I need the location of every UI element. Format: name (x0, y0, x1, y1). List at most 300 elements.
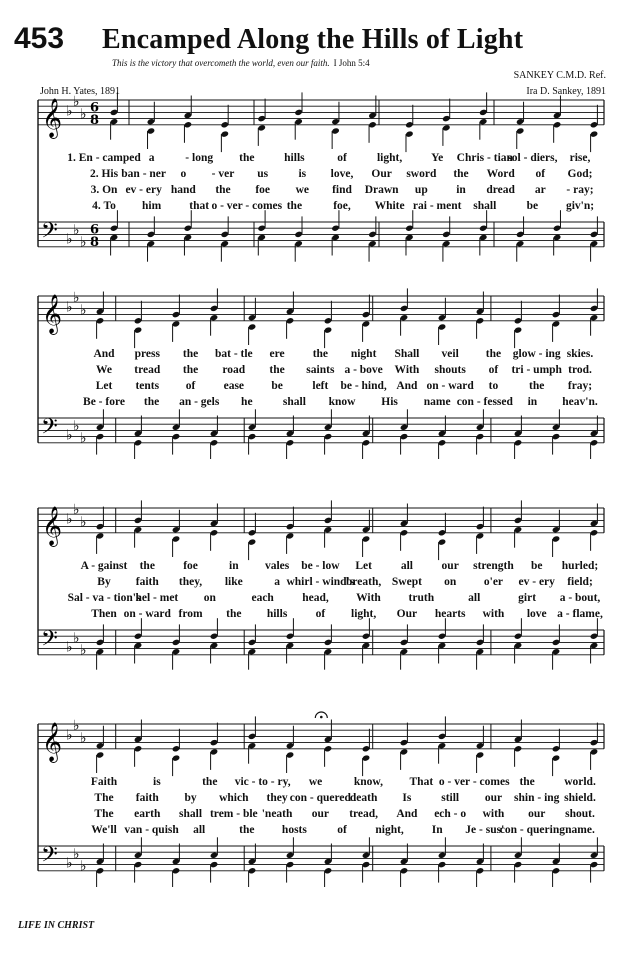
lyric-syllable: is (153, 776, 161, 788)
note-chord (552, 843, 561, 886)
note-chord (476, 507, 485, 554)
lyric-syllable: ech - o (434, 808, 467, 820)
lyric-syllable: be (271, 380, 283, 392)
note-chord (324, 843, 333, 886)
lyric-syllable: Let (355, 560, 372, 572)
lyric-syllable: Je - sus' (465, 824, 505, 836)
flat-icon: ♭ (73, 846, 80, 863)
lyric-syllable: ar (534, 184, 546, 196)
lyric-syllable: 3. On (90, 184, 118, 196)
lyric-syllable: tri - umph (511, 364, 562, 376)
lyric-syllable: be (526, 200, 539, 212)
treble-staff (38, 724, 604, 749)
note-chord (516, 102, 525, 149)
lyric-syllable: they (266, 792, 288, 804)
lyric-syllable: veil (441, 348, 459, 360)
note-chord (294, 92, 303, 139)
lyric-syllable: con - quering (499, 824, 565, 836)
lyric-syllable: tread, (349, 808, 379, 820)
bass-clef-icon: 𝄢 (41, 626, 58, 657)
note-chord (514, 719, 523, 766)
note-chord (324, 500, 333, 547)
lyric-syllable: name (423, 396, 451, 408)
lyric-syllable: by (184, 792, 197, 804)
note-chord (110, 92, 119, 139)
lyric-syllable: o - ver - comes (211, 200, 283, 212)
note-chord (210, 288, 219, 335)
lyric-syllable: By (97, 576, 111, 588)
note-chord (134, 500, 143, 547)
note-chord (514, 500, 523, 547)
note-chord (479, 92, 488, 139)
lyric-syllable: In (431, 824, 443, 836)
lyric-syllable: still (441, 792, 460, 804)
lyric-syllable: rai - ment (412, 200, 462, 212)
lyric-syllable: sword (406, 168, 437, 180)
note-chord (553, 95, 562, 142)
note-chord (362, 837, 371, 882)
lyric-syllable: him (142, 200, 162, 212)
lyric-syllable: Let (95, 380, 113, 392)
lyric-syllable: o (180, 168, 187, 180)
lyric-syllable: foe (255, 184, 270, 196)
lyric-syllable: the (239, 152, 255, 164)
lyric-line-verse-1 (0, 152, 640, 168)
lyric-syllable: shall (473, 200, 497, 212)
lyric-syllable: ev - ery (125, 184, 162, 196)
flat-icon: ♭ (66, 639, 73, 656)
note-chord (331, 210, 340, 255)
lyric-syllable: dread (486, 184, 515, 196)
lyric-syllable: trem - ble (209, 808, 258, 820)
note-chord (134, 618, 143, 663)
lyric-line-verse-1 (0, 348, 640, 364)
music-composer: Ira D. Sankey, 1891 (526, 86, 606, 97)
note-chord (220, 216, 229, 261)
note-chord (210, 837, 219, 882)
lyric-syllable: ev - ery (518, 576, 555, 588)
note-chord (184, 95, 193, 142)
note-chord (516, 216, 525, 261)
lyric-syllable: the (143, 396, 160, 408)
note-chord (147, 216, 156, 261)
note-chord (210, 415, 219, 458)
lyric-syllable: sol - diers, (507, 152, 558, 164)
lyric-syllable: earth (134, 808, 161, 820)
note-chord (96, 726, 105, 773)
lyric-syllable: - long (185, 152, 214, 164)
lyric-syllable: to (488, 380, 499, 392)
lyric-syllable: Word (486, 168, 515, 180)
lyric-line-verse-4 (0, 200, 640, 216)
flat-icon: ♭ (73, 718, 80, 735)
note-chord (514, 837, 523, 882)
lyric-syllable: skies. (566, 348, 594, 360)
tune-name: SANKEY C.M.D. Ref. (513, 70, 606, 81)
bass-staff (38, 846, 604, 871)
lyric-syllable: like (224, 576, 243, 588)
note-chord (476, 843, 485, 886)
note-chord (286, 837, 295, 882)
lyric-syllable: ere (269, 348, 285, 360)
svg-text:8: 8 (90, 234, 100, 250)
lyric-syllable: the (529, 380, 545, 392)
note-chord (257, 210, 266, 255)
note-chord (362, 295, 371, 342)
lyric-syllable: our (528, 808, 546, 820)
note-chord (438, 298, 447, 345)
lyric-line-verse-2 (0, 792, 640, 808)
note-chord (590, 288, 599, 335)
lyric-syllable: And (396, 380, 418, 392)
note-chord (331, 102, 340, 149)
note-chord (442, 216, 451, 261)
lyric-syllable: o'er (483, 576, 504, 588)
note-chord (324, 719, 333, 766)
lyric-syllable: the (182, 348, 199, 360)
lyric-syllable: rise, (569, 152, 591, 164)
lyric-syllable: a - bout, (559, 592, 601, 604)
note-chord (590, 415, 599, 458)
note-chord (96, 507, 105, 554)
scripture-line (112, 58, 370, 68)
lyric-syllable: of (337, 824, 347, 836)
lyric-syllable: be (530, 560, 543, 572)
note-chord (96, 843, 105, 886)
lyric-line-verse-3 (0, 184, 640, 200)
lyric-syllable: the (202, 776, 218, 788)
note-chord (210, 618, 219, 663)
note-chord (286, 507, 295, 554)
note-chord (248, 843, 257, 886)
lyric-syllable: Faith (90, 776, 118, 788)
lyric-syllable: With (356, 592, 381, 604)
hymn-title: Encamped Along the Hills of Light (102, 24, 524, 55)
lyric-syllable: love, (330, 168, 354, 180)
lyric-syllable: the (485, 348, 502, 360)
lyric-syllable: all (193, 824, 206, 836)
note-chord (324, 409, 333, 454)
treble-clef-icon: 𝄞 (42, 97, 63, 138)
lyric-syllable: 1. En - camped (67, 152, 141, 164)
lyric-syllable: Shall (394, 348, 420, 360)
note-chord (134, 415, 143, 458)
note-chord (590, 723, 599, 770)
flat-icon: ♭ (80, 514, 87, 531)
note-chord (590, 618, 599, 663)
lyric-syllable: bat - tle (214, 348, 253, 360)
flat-icon: ♭ (80, 302, 87, 319)
lyric-syllable: he (241, 396, 253, 408)
lyric-syllable: of (488, 364, 499, 376)
lyric-syllable: a (148, 152, 155, 164)
lyric-syllable: on (444, 576, 457, 588)
lyric-syllable: all (400, 560, 413, 572)
lyric-syllable: a - flame, (557, 608, 603, 620)
lyric-line-verse-1 (0, 776, 640, 792)
lyric-syllable: tents (135, 380, 160, 392)
lyric-syllable: White (374, 200, 405, 212)
lyric-syllable: 2. His (89, 168, 119, 180)
lyric-line-verse-1 (0, 560, 640, 576)
flat-icon: ♭ (73, 290, 80, 307)
lyric-syllable: know (328, 396, 356, 408)
lyric-syllable: heav'n. (562, 396, 598, 408)
note-chord (553, 210, 562, 255)
note-chord (248, 624, 257, 669)
lyric-line-verse-3 (0, 592, 640, 608)
note-chord (362, 618, 371, 663)
flat-icon: ♭ (80, 858, 87, 875)
scripture-reference: I John 5:4 (333, 58, 370, 68)
lyric-syllable: With (394, 364, 420, 376)
lyric-syllable: find (332, 184, 352, 196)
lyric-syllable: hel - met (135, 592, 179, 604)
note-chord (476, 291, 485, 338)
lyric-syllable: And (93, 348, 115, 360)
lyric-syllable: strength (473, 560, 514, 572)
lyric-syllable: field; (567, 576, 593, 588)
flat-icon: ♭ (73, 222, 80, 239)
note-chord (257, 99, 266, 146)
lyric-syllable: in (229, 560, 239, 572)
lyric-syllable: the (182, 364, 199, 376)
note-chord (438, 513, 447, 560)
note-chord (147, 102, 156, 149)
treble-clef-icon: 𝄞 (42, 721, 63, 762)
lyric-syllable: the (453, 168, 469, 180)
lyric-syllable: the (519, 776, 535, 788)
bass-staff (38, 418, 604, 443)
scripture-quote: This is the victory that overcometh the world, even our faith. (112, 58, 330, 68)
lyric-syllable: we (295, 184, 310, 196)
lyric-syllable: Our (371, 168, 392, 180)
lyric-syllable: vales (264, 560, 290, 572)
note-chord (400, 409, 409, 454)
lyric-syllable: o - ver - comes (438, 776, 510, 788)
lyric-syllable: hurled; (561, 560, 599, 572)
lyric-syllable: shout. (565, 808, 595, 820)
lyric-syllable: on - ward (123, 608, 171, 620)
flat-icon: ♭ (66, 511, 73, 528)
lyric-line-verse-2 (0, 168, 640, 184)
note-chord (362, 510, 371, 557)
lyric-syllable: love (526, 608, 547, 620)
time-signature: 6 (90, 100, 100, 116)
lyric-line-verse-4 (0, 608, 640, 624)
note-chord (324, 301, 333, 348)
lyric-syllable: be - low (301, 560, 340, 572)
lyric-syllable: tread (134, 364, 161, 376)
note-chord (362, 415, 371, 458)
lyric-syllable: foe, (333, 200, 351, 212)
lyric-syllable: is (298, 168, 307, 180)
lyric-syllable: up (414, 184, 428, 196)
note-chord (400, 723, 409, 770)
lyric-syllable: a (274, 576, 280, 588)
lyric-syllable: trod. (568, 364, 592, 376)
flat-icon: ♭ (66, 727, 73, 744)
lyric-line-verse-4 (0, 396, 640, 412)
lyric-syllable: night (350, 348, 377, 360)
lyric-syllable: hills (266, 608, 288, 620)
lyric-syllable: faith (135, 576, 159, 588)
treble-clef-icon: 𝄞 (42, 505, 63, 546)
lyric-syllable: hosts (281, 824, 307, 836)
note-chord (590, 216, 599, 261)
lyric-line-verse-2 (0, 576, 640, 592)
note-chord (552, 510, 561, 557)
lyric-syllable: of (185, 380, 196, 392)
lyric-syllable: we (308, 776, 323, 788)
lyric-syllable: That (409, 776, 434, 788)
lyric-syllable: in (527, 396, 538, 408)
lyric-syllable: each (251, 592, 274, 604)
lyric-syllable: shin - ing (514, 792, 560, 804)
lyric-syllable: vic - to - ry, (234, 776, 291, 788)
lyric-syllable: light, (351, 608, 377, 620)
lyric-syllable: a - bove (344, 364, 383, 376)
hymn-number: 453 (14, 22, 65, 55)
lyric-syllable: giv'n; (565, 200, 595, 212)
flat-icon: ♭ (80, 106, 87, 123)
note-chord (368, 95, 377, 142)
treble-staff (38, 296, 604, 321)
note-chord (286, 726, 295, 773)
lyric-syllable: the (239, 824, 255, 836)
note-chord (552, 295, 561, 342)
lyric-syllable: death (349, 792, 378, 804)
lyric-syllable: Is (402, 792, 412, 804)
note-chord (172, 843, 181, 886)
lyric-syllable: they, (178, 576, 203, 588)
lyric-syllable: with (482, 808, 505, 820)
lyric-syllable: faith (135, 792, 159, 804)
note-chord (514, 301, 523, 348)
lyric-syllable: which (219, 792, 249, 804)
flat-icon: ♭ (66, 231, 73, 248)
lyric-syllable: that (189, 200, 210, 212)
bass-clef-icon: 𝄢 (41, 842, 58, 873)
lyric-syllable: The (94, 808, 114, 820)
note-chord (210, 503, 219, 550)
note-chord (552, 624, 561, 669)
lyric-syllable: the (269, 364, 285, 376)
lyric-syllable: light, (376, 152, 403, 164)
flat-icon: ♭ (73, 630, 80, 647)
note-chord (514, 618, 523, 663)
lyric-syllable: us (257, 168, 269, 180)
lyric-syllable: with (482, 608, 505, 620)
note-chord (248, 409, 257, 454)
note-chord (405, 210, 414, 255)
note-chord (248, 513, 257, 560)
note-chord (552, 409, 561, 454)
lyric-syllable: the (215, 184, 231, 196)
bass-clef-icon: 𝄢 (41, 414, 58, 445)
note-chord (220, 105, 229, 152)
note-chord (368, 216, 377, 261)
lyric-line-verse-2 (0, 364, 640, 380)
lyric-syllable: Chris - tian (456, 152, 513, 164)
note-chord (248, 298, 257, 345)
note-chord (96, 624, 105, 669)
note-chord (324, 624, 333, 669)
lyric-syllable: And (396, 808, 418, 820)
lyric-syllable: of (337, 152, 347, 164)
lyric-syllable: Swept (391, 576, 422, 588)
note-chord (514, 415, 523, 458)
lyric-syllable: on - ward (426, 380, 474, 392)
lyric-syllable: the (312, 348, 329, 360)
note-chord (362, 729, 371, 776)
flat-icon: ♭ (80, 430, 87, 447)
lyric-syllable: God; (567, 168, 593, 180)
lyric-syllable: Ye (431, 152, 444, 164)
lyric-syllable: press (134, 348, 160, 360)
lyric-syllable: glow - ing (512, 348, 561, 360)
note-chord (590, 837, 599, 882)
lyric-syllable: the (226, 608, 242, 620)
flat-icon: ♭ (80, 730, 87, 747)
note-chord (476, 726, 485, 773)
note-chord (438, 618, 447, 663)
lyric-syllable: hearts (434, 608, 466, 620)
flat-icon: ♭ (73, 502, 80, 519)
lyric-syllable: our (311, 808, 329, 820)
lyric-syllable: girt (518, 592, 537, 604)
lyric-syllable: - ver (211, 168, 235, 180)
flat-icon: ♭ (80, 234, 87, 251)
note-chord (286, 618, 295, 663)
lyric-syllable: know, (353, 776, 383, 788)
lyric-syllable: We'll (91, 824, 117, 836)
lyric-syllable: con - fessed (456, 396, 513, 408)
lyric-syllable: Drawn (364, 184, 399, 196)
flat-icon: ♭ (73, 418, 80, 435)
lyric-syllable: night, (375, 824, 404, 836)
lyric-syllable: the (139, 560, 155, 572)
note-chord (476, 409, 485, 454)
lyric-syllable: fray; (567, 380, 593, 392)
lyric-syllable: The (94, 792, 114, 804)
note-chord (110, 210, 119, 255)
lyric-syllable: be - hind, (340, 380, 387, 392)
text-author: John H. Yates, 1891 (40, 86, 121, 97)
svg-text:8: 8 (90, 112, 100, 128)
lyric-syllable: world. (564, 776, 596, 788)
note-chord (96, 409, 105, 454)
lyric-syllable: - ray; (566, 184, 594, 196)
lyric-syllable: 'neath (261, 808, 293, 820)
lyric-syllable: shall (282, 396, 306, 408)
lyric-syllable: Sal - va - tion's (67, 592, 141, 604)
lyric-line-verse-3 (0, 380, 640, 396)
note-chord (400, 503, 409, 550)
note-chord (172, 729, 181, 776)
time-signature: 6 (90, 222, 100, 238)
note-chord (134, 719, 143, 766)
lyric-syllable: con - quered (289, 792, 351, 804)
note-chord (552, 729, 561, 776)
note-chord (172, 510, 181, 557)
note-chord (438, 837, 447, 882)
lyric-syllable: Then (91, 608, 117, 620)
lyric-syllable: in (456, 184, 466, 196)
note-chord (184, 210, 193, 255)
note-chord (248, 716, 257, 763)
note-chord (400, 843, 409, 886)
